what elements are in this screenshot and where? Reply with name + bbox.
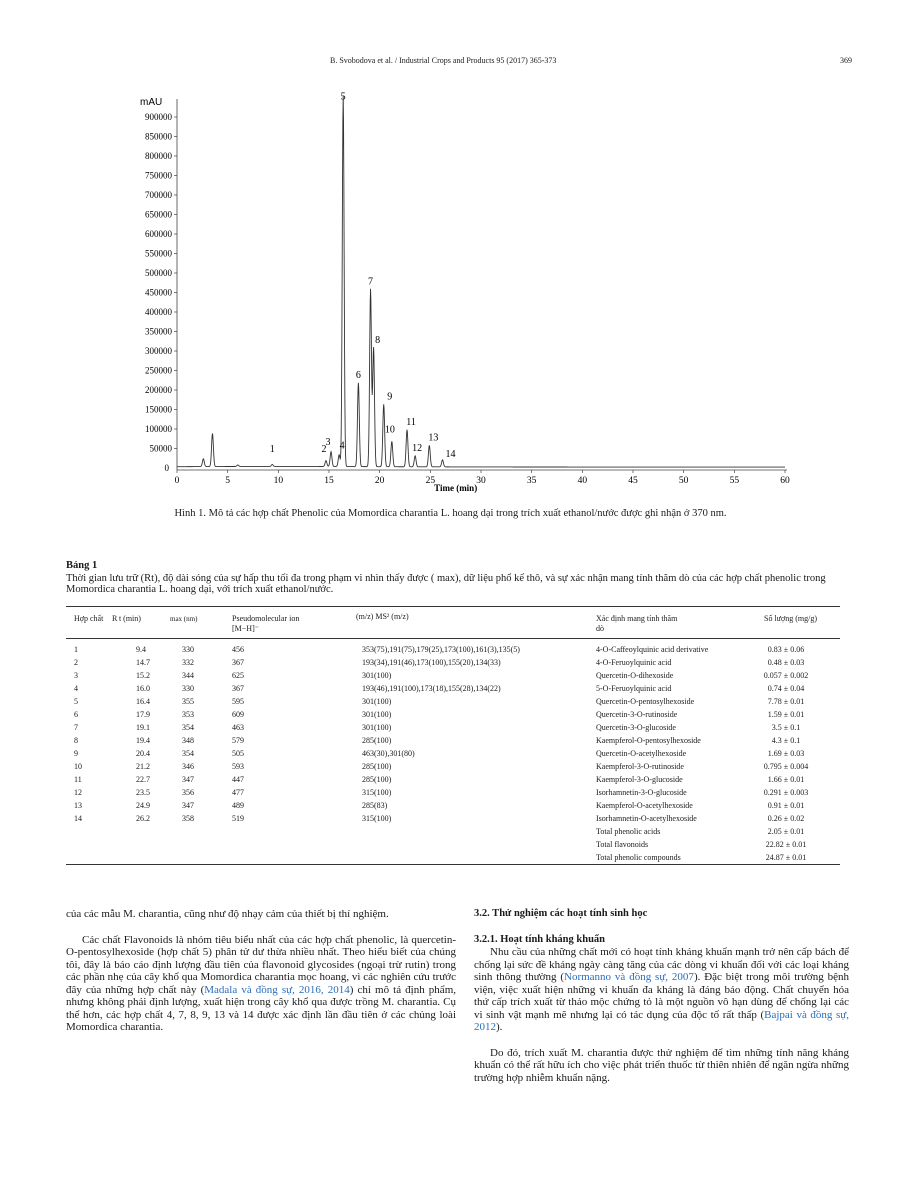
cell-rt: 23.5 xyxy=(136,788,150,797)
y-tick-label: 850000 xyxy=(145,131,172,142)
table-header-rule xyxy=(66,638,840,639)
cell-lambda: 358 xyxy=(182,814,194,823)
x-tick-label: 25 xyxy=(425,476,436,486)
total-amount: 2.05 ± 0.01 xyxy=(767,827,805,836)
cell-identification: Kaempferol-3-O-rutinoside xyxy=(596,762,684,771)
peak-label: 6 xyxy=(355,370,361,382)
peak-label: 14 xyxy=(445,448,456,460)
cell-ion: 579 xyxy=(232,736,244,745)
cell-lambda: 347 xyxy=(182,775,194,784)
peak-label: 8 xyxy=(375,335,381,347)
cell-identification: 4-O-Feruoylquinic acid xyxy=(596,658,672,667)
cell-rt: 20.4 xyxy=(136,749,150,758)
th-rt: R t (min) xyxy=(112,614,141,623)
section-heading: 3.2. Thử nghiệm các hoạt tính sinh học xyxy=(474,908,648,919)
y-axis-label: mAU xyxy=(140,97,163,108)
peak-label: 1 xyxy=(269,444,275,456)
th-identification: Xác định mang tính thăm dò xyxy=(596,614,678,633)
table-bottom-rule xyxy=(66,864,840,865)
x-tick-label: 60 xyxy=(780,476,790,486)
cell-ion: 367 xyxy=(232,684,244,693)
cell-amount: 0.26 ± 0.02 xyxy=(767,814,805,823)
cell-amount: 0.91 ± 0.01 xyxy=(767,801,805,810)
chromatogram-trace xyxy=(177,96,785,467)
cell-compound: 7 xyxy=(74,723,78,732)
cell-rt: 19.4 xyxy=(136,736,150,745)
y-tick-label: 250000 xyxy=(145,365,172,376)
right-paragraph-1: Nhu cầu của những chất mới có hoạt tính kháng khuẩn mạnh trở nên cấp bách để chống lại sức đề kháng ngày càng tăng của các dòng vi khuẩn đối với các loại kháng sinh thông thường (Normanno và đồng sự, 2007). Đặc biệt trong môi trường bệnh viện, việc xuất hiện những vi khuẩn đa kháng là đáng báo động. Chất chuyển hóa thứ cấp trích xuất từ thảo mộc chứng tỏ là một nguồn vô hạn dùng để chống lại các vi sinh vật mạnh mẽ nhưng lại có tác dụng của độc tố rất thấp (Bajpai và đồng sự, 2012). xyxy=(474,946,850,1033)
cell-ms: 301(100) xyxy=(362,671,392,680)
cell-amount: 0.74 ± 0.04 xyxy=(767,684,805,693)
cell-ion: 367 xyxy=(232,658,244,667)
x-tick-label: 40 xyxy=(577,476,588,486)
y-tick-label: 800000 xyxy=(145,151,172,161)
peak-label: 4 xyxy=(339,440,345,452)
total-label: Total phenolic acids xyxy=(596,827,661,836)
cell-ms: 463(30),301(80) xyxy=(362,749,415,758)
cell-amount: 1.59 ± 0.01 xyxy=(767,710,805,719)
y-tick-label: 750000 xyxy=(145,170,172,181)
cell-rt: 19.1 xyxy=(136,723,150,732)
cell-identification: Kaempferol-O-pentosylhexoside xyxy=(596,736,701,745)
y-tick-label: 700000 xyxy=(145,190,172,200)
cell-compound: 6 xyxy=(74,710,78,719)
cell-amount: 0.795 ± 0.004 xyxy=(763,762,809,771)
cell-ms: 285(83) xyxy=(362,801,388,810)
cell-rt: 15.2 xyxy=(136,671,150,680)
th-ms: (m/z) MS² (m/z) xyxy=(356,612,409,621)
th-lambda: max (nm) xyxy=(170,615,198,623)
cell-compound: 14 xyxy=(74,814,82,823)
cell-compound: 9 xyxy=(74,749,78,758)
cell-rt: 14.7 xyxy=(136,658,150,667)
x-tick-label: 30 xyxy=(476,476,486,486)
cell-ion: 477 xyxy=(232,788,244,797)
journal-reference: B. Svobodova et al. / Industrial Crops and Products 95 (2017) 365-373 xyxy=(330,56,557,65)
y-tick-label: 650000 xyxy=(145,209,172,220)
cell-rt: 17.9 xyxy=(136,710,150,719)
peak-label: 3 xyxy=(325,437,331,449)
cell-identification: Kaempferol-O-acetylhexoside xyxy=(596,801,693,810)
cell-ms: 193(34),191(46),173(100),155(20),134(33) xyxy=(362,658,501,667)
cell-identification: Quercetin-O-dihexoside xyxy=(596,671,674,680)
cell-identification: Kaempferol-3-O-glucoside xyxy=(596,775,683,784)
peak-label: 13 xyxy=(428,432,439,444)
cell-rt: 16.4 xyxy=(136,697,150,706)
peak-label: 7 xyxy=(368,276,374,288)
cell-rt: 16.0 xyxy=(136,684,150,693)
citation-link-normanno[interactable]: Normanno và đồng sự, 2007 xyxy=(564,971,694,983)
cell-rt: 9.4 xyxy=(136,645,146,654)
table-caption: Thời gian lưu trữ (Rt), độ dài sóng của sự hấp thu tối đa trong phạm vi nhìn thấy được ( max), dữ liệu phổ kế thô, và sự xác nhận mang tính thăm dò của các hợp chất phenolic trong Momordica charantia L. hoang dại, với trích xuất ethanol/nước. xyxy=(66,573,826,595)
cell-identification: Isorhamnetin-O-acetylhexoside xyxy=(596,814,697,823)
subsection-heading: 3.2.1. Hoạt tính kháng khuẩn xyxy=(474,933,606,945)
cell-amount: 0.291 ± 0.003 xyxy=(763,788,809,797)
cell-compound: 13 xyxy=(74,801,82,810)
y-tick-label: 450000 xyxy=(145,287,172,298)
cell-compound: 5 xyxy=(74,697,78,706)
peak-label: 12 xyxy=(412,443,423,455)
y-tick-label: 100000 xyxy=(145,424,172,434)
x-tick-label: 20 xyxy=(374,476,385,486)
cell-ms: 301(100) xyxy=(362,697,392,706)
cell-identification: Quercetin-3-O-glucoside xyxy=(596,723,676,732)
y-tick-label: 900000 xyxy=(145,112,172,122)
cell-ms: 315(100) xyxy=(362,788,392,797)
total-amount: 22.82 ± 0.01 xyxy=(765,840,807,849)
cell-identification: 5-O-Feruoylquinic acid xyxy=(596,684,672,693)
cell-lambda: 344 xyxy=(182,671,194,680)
x-tick-label: 15 xyxy=(324,476,334,486)
cell-compound: 8 xyxy=(74,736,78,745)
peak-label: 11 xyxy=(406,416,416,428)
cell-compound: 4 xyxy=(74,684,78,693)
cell-ms: 285(100) xyxy=(362,775,392,784)
x-tick-label: 55 xyxy=(729,476,740,486)
cell-lambda: 330 xyxy=(182,684,194,693)
left-column xyxy=(66,908,456,1034)
y-tick-label: 50000 xyxy=(149,443,172,454)
cell-lambda: 332 xyxy=(182,658,194,667)
cell-identification: Quercetin-O-pentosylhexoside xyxy=(596,697,695,706)
cell-ion: 456 xyxy=(232,645,244,654)
y-tick-label: 350000 xyxy=(145,326,172,337)
y-tick-label: 200000 xyxy=(145,385,172,395)
x-tick-label: 5 xyxy=(225,476,231,486)
cell-lambda: 353 xyxy=(182,710,194,719)
cell-identification: Quercetin-O-acetylhexoside xyxy=(596,749,687,758)
x-tick-label: 45 xyxy=(628,476,638,486)
cell-rt: 22.7 xyxy=(136,775,150,784)
cell-lambda: 354 xyxy=(182,749,194,758)
y-tick-label-zero: 0 xyxy=(164,463,169,473)
cell-ms: 301(100) xyxy=(362,723,392,732)
table-top-rule xyxy=(66,606,840,607)
y-tick-label: 150000 xyxy=(145,404,172,415)
cell-amount: 4.3 ± 0.1 xyxy=(771,736,801,745)
cell-ion: 489 xyxy=(232,801,244,810)
cell-ion: 447 xyxy=(232,775,244,784)
peak-label: 10 xyxy=(384,424,395,436)
y-tick-label: 500000 xyxy=(145,268,172,278)
cell-lambda: 356 xyxy=(182,788,194,797)
cell-compound: 2 xyxy=(74,658,78,667)
cell-lambda: 346 xyxy=(182,762,194,771)
cell-ms: 193(46),191(100),173(18),155(28),134(22) xyxy=(362,684,501,693)
cell-compound: 12 xyxy=(74,788,82,797)
left-paragraph-2: Các chất Flavonoids là nhóm tiêu biểu nhất của các hợp chất phenolic, là quercetin-O-pentosylhexoside (hợp chất 5) phân tử dư thừa nhiều nhất. Theo hiểu biết của chúng tôi, đây là báo cáo định lượng đầu tiên của flavonoid glycosides (ngoại trừ rutin) trong các phần nhẹ của cây khổ qua Momordica charantia mọc hoang, vì các nghiên cứu trước đây của những hợp chất này (Madala và đồng sự, 2016, 2014) chỉ mô tả định phẩm, nhưng không phải định lượng, xuất hiện trong cây khổ qua được trồng M. charantia. Cụ thể hơn, các hợp chất 4, 7, 8, 9, 13 và 14 được xác định lần đầu tiên ở các chủng loài Momordica charantia. xyxy=(66,933,456,1033)
cell-amount: 0.057 ± 0.002 xyxy=(763,671,809,680)
x-axis-label: Time (min) xyxy=(434,483,478,493)
cell-compound: 1 xyxy=(74,645,78,654)
x-tick-label: 50 xyxy=(678,476,689,486)
cell-amount: 7.78 ± 0.01 xyxy=(767,697,805,706)
citation-link-bajpai[interactable]: Bajpai và đồng sự, 2012 xyxy=(474,1008,850,1033)
cell-identification: 4-O-Caffeoylquinic acid derivative xyxy=(596,645,709,654)
left-paragraph-1: của các mẫu M. charantia, cũng như độ nhạy cảm của thiết bị thí nghiệm. xyxy=(66,908,389,920)
cell-lambda: 354 xyxy=(182,723,194,732)
cell-ion: 609 xyxy=(232,710,244,719)
cell-ms: 353(75),191(75),179(25),173(100),161(3),135(5) xyxy=(362,645,520,654)
peak-label: 5 xyxy=(340,91,346,103)
y-tick-label: 300000 xyxy=(145,346,172,356)
cell-identification: Isorhamnetin-3-O-glucoside xyxy=(596,788,687,797)
cell-compound: 10 xyxy=(74,762,82,771)
th-ion: Pseudomolecular ion [M−H]⁻ xyxy=(232,614,300,633)
page-header xyxy=(0,56,901,70)
cell-compound: 11 xyxy=(74,775,82,784)
right-paragraph-2: Do đó, trích xuất M. charantia được thử nghiệm để tìm những tính năng kháng khuẩn có thể rất hữu ích cho việc phát triển thuốc từ thiên nhiên để ngăn ngừa những trường hợp nhiễm khuẩn nặng. xyxy=(474,1046,849,1084)
peak-label: 2 xyxy=(321,444,327,456)
cell-ion: 505 xyxy=(232,749,244,758)
cell-ms: 301(100) xyxy=(362,710,392,719)
y-tick-label: 400000 xyxy=(145,307,172,317)
th-compound: Hợp chất xyxy=(74,614,104,623)
cell-rt: 26.2 xyxy=(136,814,150,823)
cell-identification: Quercetin-3-O-rutinoside xyxy=(596,710,678,719)
th-amount: Số lượng (mg/g) xyxy=(764,614,818,623)
cell-rt: 21.2 xyxy=(136,762,150,771)
total-label: Total flavonoids xyxy=(596,840,649,849)
right-column xyxy=(474,908,849,1084)
x-tick-label: 35 xyxy=(526,476,537,486)
cell-amount: 1.69 ± 0.03 xyxy=(767,749,805,758)
table-block xyxy=(66,560,840,595)
x-tick-label: 10 xyxy=(273,476,284,486)
x-tick-label: 0 xyxy=(174,476,180,486)
cell-ion: 463 xyxy=(232,723,244,732)
cell-ion: 593 xyxy=(232,762,244,771)
y-tick-label: 600000 xyxy=(145,229,172,239)
cell-amount: 0.48 ± 0.03 xyxy=(767,658,805,667)
cell-ms: 285(100) xyxy=(362,762,392,771)
cell-ion: 519 xyxy=(232,814,244,823)
cell-amount: 3.5 ± 0.1 xyxy=(771,723,801,732)
cell-ion: 625 xyxy=(232,671,244,680)
y-tick-label: 550000 xyxy=(145,248,172,259)
cell-ms: 315(100) xyxy=(362,814,392,823)
cell-compound: 3 xyxy=(74,671,78,680)
table-title: Bảng 1 xyxy=(66,560,98,571)
total-label: Total phenolic compounds xyxy=(596,853,681,862)
cell-amount: 0.83 ± 0.06 xyxy=(767,645,805,654)
cell-lambda: 348 xyxy=(182,736,194,745)
page-number: 369 xyxy=(840,56,852,65)
chromatogram-chart xyxy=(120,82,800,502)
citation-link-madala[interactable]: Madala và đồng sự, 2016, 2014 xyxy=(204,983,350,996)
cell-ms: 285(100) xyxy=(362,736,392,745)
total-amount: 24.87 ± 0.01 xyxy=(765,853,807,862)
cell-lambda: 355 xyxy=(182,697,194,706)
cell-lambda: 347 xyxy=(182,801,194,810)
cell-amount: 1.66 ± 0.01 xyxy=(767,775,805,784)
figure-caption: Hình 1. Mô tả các hợp chất Phenolic của Momordica charantia L. hoang dại trong trích xuất ethanol/nước được ghi nhận ở 370 nm. xyxy=(174,508,727,519)
peak-label: 9 xyxy=(387,391,393,403)
cell-ion: 595 xyxy=(232,697,244,706)
cell-lambda: 330 xyxy=(182,645,194,654)
cell-rt: 24.9 xyxy=(136,801,150,810)
